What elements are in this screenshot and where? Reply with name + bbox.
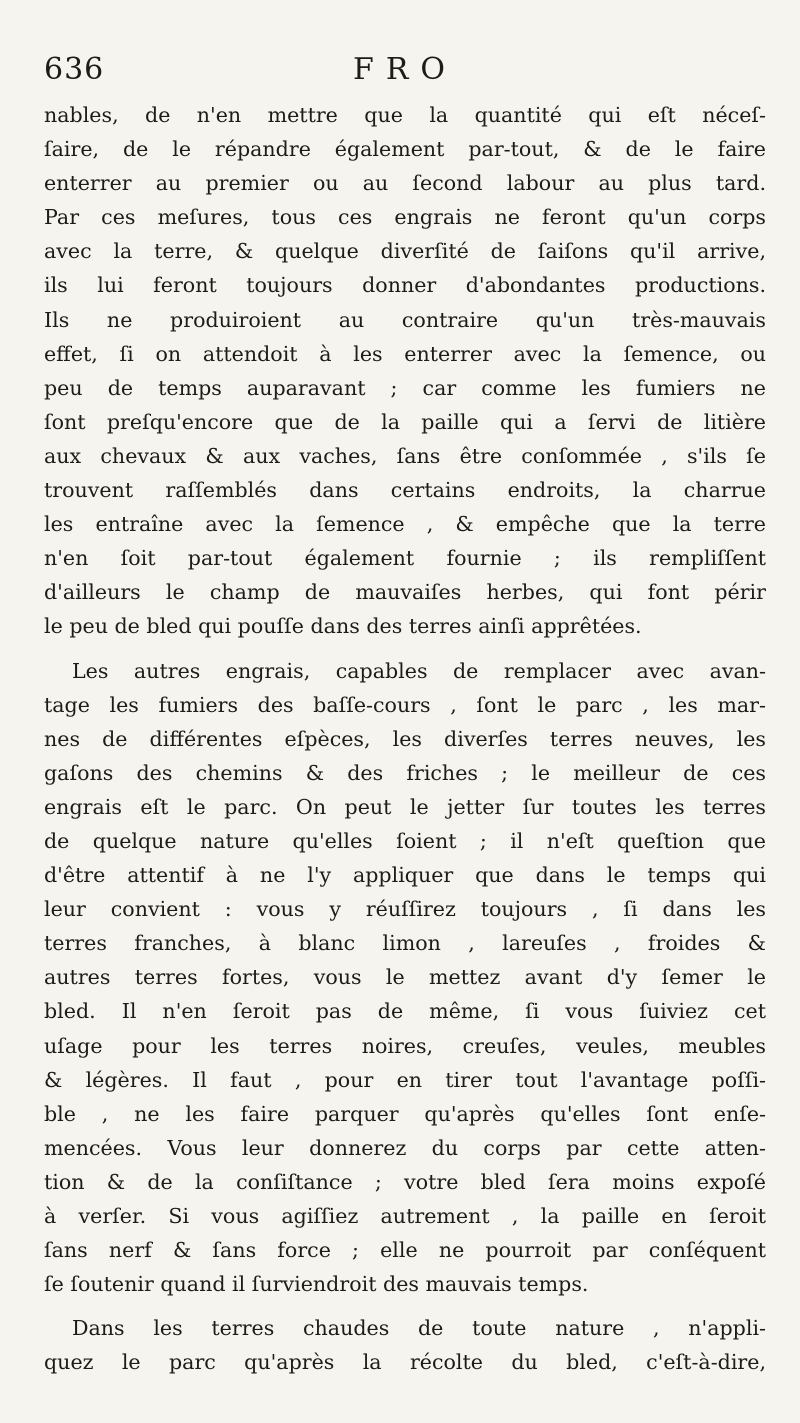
- text-line: nables, de n'en mettre que la quantité qui eſt néceſ-: [44, 103, 766, 127]
- text-line: le peu de bled qui pouſſe dans des terres ainſi apprêtées.: [44, 614, 642, 639]
- text-line: peu de temps auparavant ; car comme les fumiers ne: [44, 375, 766, 400]
- text-line: Par ces meſures, tous ces engrais ne feront qu'un corps: [44, 205, 766, 230]
- text-line: d'être attentif à ne l'y appliquer que dans le temps qui: [44, 863, 766, 888]
- text-line: engrais eſt le parc. On peut le jetter ſur toutes les terres: [44, 794, 766, 819]
- text-line: aux chevaux & aux vaches, ſans être conſommée , s'ils ſe: [44, 443, 766, 468]
- text-line: leur convient : vous y réuſſirez toujours , ſi dans les: [44, 897, 766, 922]
- text-line: avec la terre, & quelque diverſité de ſaiſons qu'il arrive,: [44, 239, 766, 264]
- text-line: ſont preſqu'encore que de la paille qui a ſervi de litière: [44, 409, 766, 434]
- text-line: tion & de la conſiſtance ; votre bled ſera moins expoſé: [44, 1169, 766, 1194]
- page-number: 636: [44, 52, 105, 87]
- text-line: mencées. Vous leur donnerez du corps par cette atten-: [44, 1135, 766, 1160]
- text-line: ſaire, de le répandre également par-tout, & de le faire: [44, 137, 766, 162]
- text-line: & légères. Il faut , pour en tirer tout l'avantage poſſi-: [44, 1067, 766, 1092]
- paragraph: [44, 1311, 766, 1379]
- text-line: tage les fumiers des baſſe-cours , ſont le parc , les mar-: [44, 692, 766, 717]
- text-line: Ils ne produiroient au contraire qu'un très-mauvais: [44, 307, 766, 332]
- text-line: ble , ne les faire parquer qu'après qu'elles ſont enſe-: [44, 1101, 766, 1126]
- text-line: ſe ſoutenir quand il ſurviendroit des mauvais temps.: [44, 1272, 589, 1297]
- text-line: Dans les terres chaudes de toute nature , n'appli-: [72, 1316, 766, 1341]
- running-head: [44, 52, 766, 96]
- text-line: les entraîne avec la ſemence , & empêche que la terre: [44, 512, 766, 537]
- text-line: bled. Il n'en ſeroit pas de même, ſi vous ſuiviez cet: [44, 999, 766, 1024]
- body-text: [44, 98, 766, 1379]
- text-line: ils lui feront toujours donner d'abondantes productions.: [44, 273, 766, 298]
- text-line: effet, ſi on attendoit à les enterrer avec la ſemence, ou: [44, 341, 766, 366]
- text-line: Les autres engrais, capables de remplacer avec avan-: [72, 658, 766, 683]
- text-line: ſans nerf & ſans force ; elle ne pourroit par conſéquent: [44, 1238, 766, 1263]
- text-line: nes de différentes eſpèces, les diverſes terres neuves, les: [44, 726, 766, 751]
- text-line: n'en ſoit par-tout également fournie ; ils rempliſſent: [44, 546, 766, 571]
- paragraph: [44, 654, 766, 1302]
- running-title: FRO: [353, 52, 457, 87]
- text-line: terres franches, à blanc limon , lareuſes , froides &: [44, 931, 766, 956]
- paragraph: [44, 98, 766, 644]
- text-line: trouvent raſſemblés dans certains endroits, la charrue: [44, 478, 766, 503]
- text-line: quez le parc qu'après la récolte du bled, c'eſt-à-dire,: [44, 1350, 766, 1375]
- text-line: uſage pour les terres noires, creuſes, veules, meubles: [44, 1033, 766, 1058]
- text-line: à verſer. Si vous agiſſiez autrement , la paille en ſeroit: [44, 1204, 766, 1228]
- text-line: enterrer au premier ou au ſecond labour au plus tard.: [44, 171, 766, 196]
- text-line: de quelque nature qu'elles ſoient ; il n'eſt queſtion que: [44, 828, 766, 853]
- text-line: d'ailleurs le champ de mauvaiſes herbes, qui font périr: [44, 580, 766, 605]
- text-line: autres terres fortes, vous le mettez avant d'y ſemer le: [44, 965, 766, 990]
- text-line: gaſons des chemins & des friches ; le meilleur de ces: [44, 760, 766, 785]
